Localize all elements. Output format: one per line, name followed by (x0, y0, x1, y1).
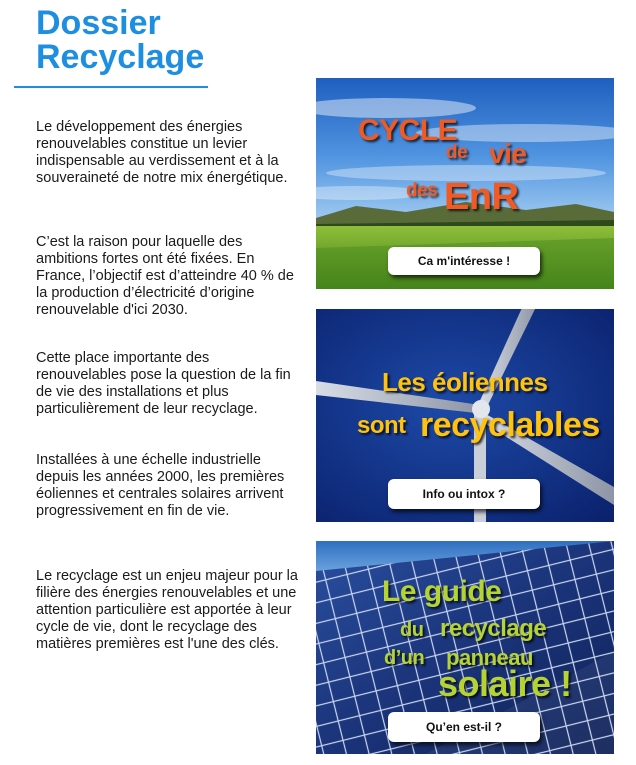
card-cycle-de-vie[interactable] (316, 78, 614, 289)
card-1-word-1: CYCLE (358, 114, 458, 147)
card-3-word-4: d’un (384, 647, 425, 669)
page-title-line2: Recyclage (36, 38, 205, 76)
page-title-line1: Dossier (36, 4, 161, 42)
card-eoliennes[interactable] (316, 309, 614, 522)
card-3-word-3: recyclage (440, 615, 547, 642)
ca-minteresse-button[interactable]: Ca m'intéresse ! (388, 247, 540, 275)
card-1-word-2: de (446, 142, 468, 163)
quen-est-il-button[interactable]: Qu’en est-il ? (388, 712, 540, 742)
paragraph-2: C’est la raison pour laquelle des ambitions fortes ont été fixées. En France, l’objectif est d’atteindre 40 % de la production d’électricité d’origine renouvelable d'ici 2030. (36, 234, 294, 318)
card-3-word-2: du (400, 619, 424, 641)
title-underline (14, 86, 208, 88)
card-2-line-2b: recyclables (420, 406, 600, 444)
card-1-word-5: EnR (444, 176, 519, 218)
page-title (36, 6, 204, 74)
card-3-word-1: Le guide (382, 575, 502, 608)
paragraph-3: Cette place importante des renouvelables pose la question de la fin de vie des installations et plus particulièrement de leur recyclage. (36, 350, 291, 417)
info-ou-intox-button[interactable]: Info ou intox ? (388, 479, 540, 509)
paragraph-4: Installées à une échelle industrielle depuis les années 2000, les premières éoliennes et centrales solaires arrivent progressivement en fin de vie. (36, 452, 285, 519)
card-panneau-solaire[interactable] (316, 541, 614, 754)
card-3-word-5: panneau (446, 645, 533, 670)
paragraph-1: Le développement des énergies renouvelables constitue un levier indispensable au verdissement et à la souveraineté de notre mix énergétique. (36, 119, 288, 186)
card-2-line-1: Les éoliennes (382, 367, 548, 397)
card-1-word-3: vie (489, 138, 527, 169)
paragraph-5: Le recyclage est un enjeu majeur pour la filière des énergies renouvelables et une attention particulière est apportée à leur cycle de vie, dont le recyclage des matières premières est l'une des clés. (36, 568, 298, 652)
card-3-word-6: solaire ! (438, 663, 572, 704)
card-1-word-4: des (406, 180, 438, 201)
card-2-line-2a: sont (357, 412, 406, 439)
